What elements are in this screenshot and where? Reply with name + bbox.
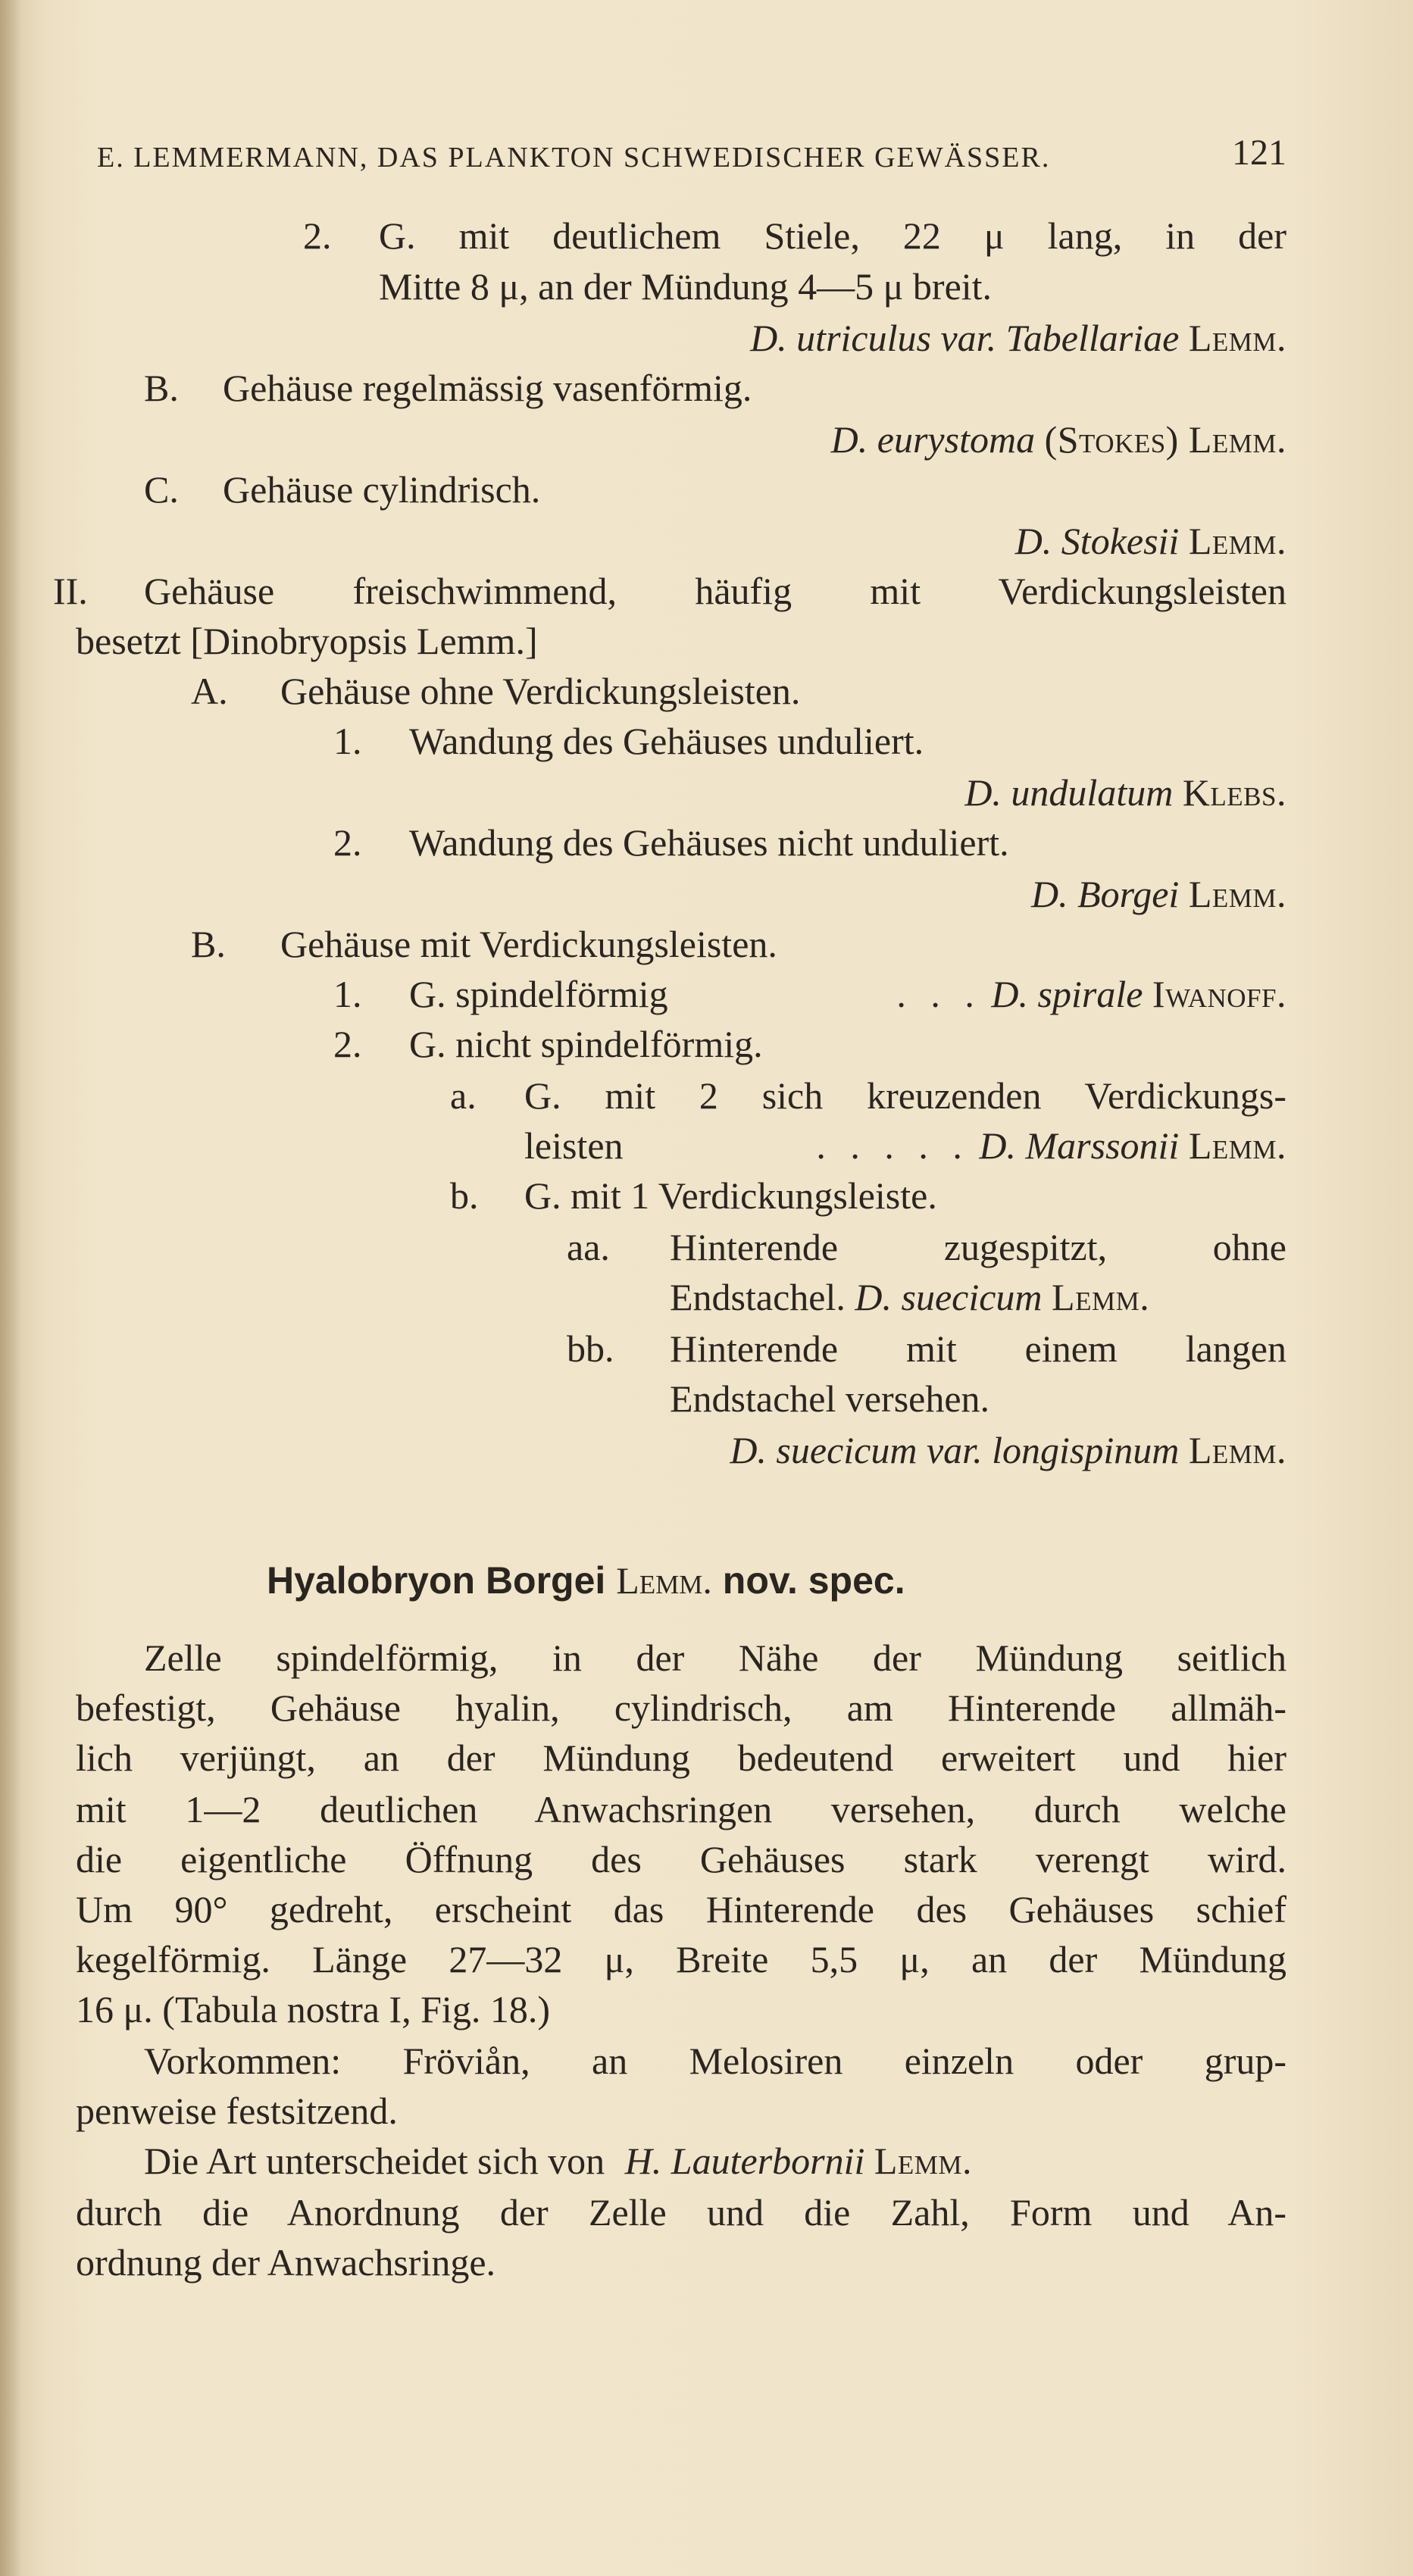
taxon-name: D. Borgei (1030, 873, 1180, 915)
taxon-author: Lemm. (1188, 873, 1286, 915)
taxon-name: H. Lauterbornii (624, 2140, 865, 2182)
key-label: aa. (567, 1226, 610, 1268)
key-label: 1. (333, 720, 362, 762)
taxon-author: Lemm. (874, 2140, 973, 2182)
key-line-1-text: G. mit deutlichem Stiele, 22 μ lang, in der (379, 214, 1286, 257)
body-paragraph-1-line-4: mit 1—2 deutlichen Anwachsringen versehen, durch welche (76, 1788, 1286, 1830)
body-paragraph-3-line-1 (144, 2138, 1286, 2184)
taxon-name: D. eurystoma (830, 418, 1036, 461)
key-line-6-text: Gehäuse cylindrisch. (223, 468, 541, 511)
page-number: 121 (1232, 133, 1286, 173)
taxon-author: Lemm. (1188, 520, 1286, 562)
key-line-25-taxon (730, 1427, 1286, 1473)
key-label: 2. (333, 821, 362, 864)
key-label: a. (450, 1074, 477, 1117)
key-label: 1. (333, 973, 362, 1015)
key-label: 2. (303, 214, 332, 257)
body-paragraph-2-line-1: Vorkommen: Fröviån, an Melosiren einzeln oder grup- (144, 2040, 1286, 2082)
key-text: Endstachel. (670, 1276, 846, 1318)
body-text: Die Art unterscheidet sich von (144, 2140, 605, 2182)
key-line-18-text: G. mit 2 sich kreuzenden Verdickungs- (524, 1074, 1286, 1117)
key-line-18 (450, 1073, 477, 1118)
key-line-4 (144, 365, 179, 411)
key-line-21-text: Hinterende zugespitzt, ohne (670, 1226, 1286, 1268)
key-line-14-taxon (1031, 871, 1286, 917)
species-heading-name: Hyalobryon Borgei (267, 1559, 606, 1602)
taxon-author: Lemm. (1188, 317, 1286, 359)
taxon-author: Lemm. (1188, 1124, 1286, 1167)
taxon-name: D. suecicum (855, 1276, 1043, 1318)
key-label: b. (450, 1174, 479, 1217)
key-line-8-text: Gehäuse freischwimmend, häufig mit Verdickungsleisten (144, 570, 1286, 612)
key-line-15-text: Gehäuse mit Verdickungsleisten. (280, 923, 777, 965)
key-line-16 (333, 971, 362, 1017)
key-label: 2. (333, 1023, 362, 1065)
key-line-24: Endstachel versehen. (670, 1377, 990, 1420)
body-paragraph-1-line-5: die eigentliche Öffnung des Gehäuses stark verengt wird. (76, 1838, 1286, 1880)
taxon-name: D. undulatum (964, 771, 1174, 814)
key-line-21 (567, 1224, 610, 1270)
key-label: C. (144, 468, 179, 511)
taxon-author: Lemm. (1052, 1276, 1150, 1318)
taxon-author: Iwanoff. (1152, 973, 1286, 1015)
key-line-5-taxon (831, 417, 1286, 462)
key-line-22-text (670, 1274, 1149, 1320)
taxon-name: D. utriculus var. Tabellariae (750, 317, 1180, 359)
body-paragraph-2-line-2: penweise festsitzend. (76, 2090, 398, 2132)
taxon-name: D. spirale (991, 973, 1143, 1015)
key-line-4-text: Gehäuse regelmässig vasenförmig. (223, 367, 752, 409)
taxon-name: D. Stokesii (1014, 520, 1180, 562)
key-line-1 (303, 213, 332, 258)
taxon-author: Lemm. (1188, 1429, 1286, 1471)
key-line-23 (567, 1326, 614, 1371)
running-header-title: E. LEMMERMANN, DAS PLANKTON SCHWEDISCHER GEWÄSSER. (97, 142, 1051, 174)
leader-dots: . . . . . (816, 1124, 970, 1167)
key-line-10-text: Gehäuse ohne Verdickungsleisten. (280, 670, 801, 712)
key-line-17-text: G. nicht spindelförmig. (409, 1023, 763, 1065)
key-line-16-taxon (896, 971, 1286, 1017)
key-line-10 (191, 668, 228, 714)
key-line-7-taxon (1015, 518, 1286, 564)
body-paragraph-1-line-8: 16 μ. (Tabula nostra I, Fig. 18.) (76, 1988, 550, 2030)
key-line-19-taxon (816, 1123, 1286, 1168)
running-header (97, 135, 1286, 180)
key-line-15 (191, 921, 226, 967)
taxon-author: (Stokes) Lemm. (1044, 418, 1286, 461)
key-line-17 (333, 1021, 362, 1067)
key-line-9: besetzt [Dinobryopsis Lemm.] (76, 620, 538, 662)
species-heading (267, 1558, 905, 1603)
species-heading-status: nov. spec. (722, 1559, 905, 1602)
binding-gutter-shadow (0, 0, 21, 2576)
body-paragraph-1-line-7: kegelförmig. Länge 27—32 μ, Breite 5,5 μ, an der Mündung (76, 1938, 1286, 1980)
key-line-13-text: Wandung des Gehäuses nicht unduliert. (409, 821, 1009, 864)
key-label: II. (53, 570, 88, 612)
key-label: bb. (567, 1327, 614, 1370)
leader-dots: . . . (896, 973, 982, 1015)
body-paragraph-1-line-6: Um 90° gedreht, erscheint das Hinterende des Gehäuses schief (76, 1888, 1286, 1930)
key-text: G. spindelförmig (409, 973, 668, 1015)
key-label: A. (191, 670, 228, 712)
key-line-2: Mitte 8 μ, an der Mündung 4—5 μ breit. (379, 265, 993, 308)
species-heading-author: Lemm. (616, 1559, 712, 1602)
key-line-8 (53, 568, 88, 614)
taxon-name: D. Marssonii (979, 1124, 1180, 1167)
key-line-16-text (409, 971, 668, 1017)
key-line-11-text: Wandung des Gehäuses unduliert. (409, 720, 924, 762)
key-line-3-taxon (750, 315, 1286, 361)
taxon-author: Klebs. (1182, 771, 1286, 814)
key-line-19-text (524, 1123, 624, 1168)
body-paragraph-3-line-3: ordnung der Anwachsringe. (76, 2241, 496, 2284)
key-line-11 (333, 718, 362, 764)
key-text: leisten (524, 1124, 624, 1167)
key-line-12-taxon (964, 770, 1286, 815)
body-paragraph-1-line-3: lich verjüngt, an der Mündung bedeutend erweitert und hier (76, 1737, 1286, 1779)
key-line-13 (333, 820, 362, 865)
taxon-name: D. suecicum var. longispinum (730, 1429, 1180, 1471)
body-paragraph-3-line-2: durch die Anordnung der Zelle und die Zahl, Form und An- (76, 2191, 1286, 2234)
body-paragraph-1-line-1: Zelle spindelförmig, in der Nähe der Mündung seitlich (144, 1637, 1286, 1679)
key-line-23-text: Hinterende mit einem langen (670, 1327, 1286, 1370)
body-paragraph-1-line-2: befestigt, Gehäuse hyalin, cylindrisch, am Hinterende allmäh- (76, 1687, 1286, 1729)
key-line-20-text: G. mit 1 Verdickungsleiste. (524, 1174, 937, 1217)
key-label: B. (191, 923, 226, 965)
key-label: B. (144, 367, 179, 409)
key-line-6 (144, 467, 179, 512)
key-line-20 (450, 1173, 479, 1218)
